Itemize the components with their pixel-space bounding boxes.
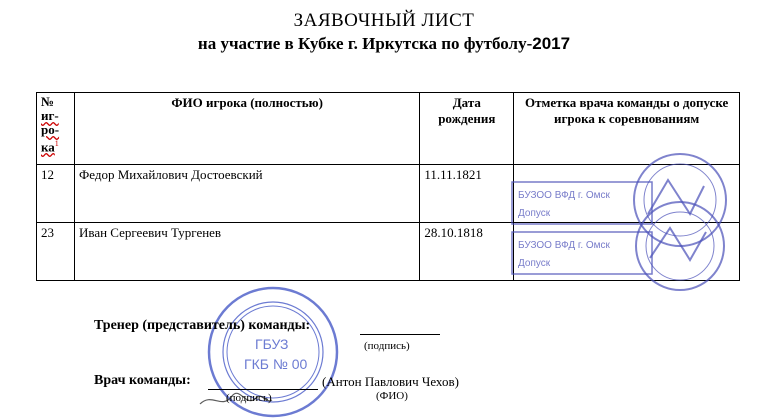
- row-birth: 28.10.1818: [420, 223, 514, 281]
- row-name: Федор Михайлович Достоевский: [74, 165, 419, 223]
- svg-text:ГКБ № 00: ГКБ № 00: [244, 356, 308, 372]
- document-title: ЗАЯВОЧНЫЙ ЛИСТ: [293, 10, 475, 31]
- doctor-fio-caption: (ФИО): [376, 390, 408, 402]
- subtitle-year: 2017: [532, 34, 571, 53]
- coach-signature-caption: (подпись): [364, 340, 410, 352]
- round-stamp: [209, 288, 337, 416]
- svg-text:Допуск: Допуск: [518, 258, 551, 269]
- coach-label: Тренер (представитель) команды:: [94, 318, 311, 333]
- footnote-marker: 1: [54, 139, 59, 148]
- header-birth: Дата рождения: [420, 93, 514, 165]
- doctor-name: (Антон Павлович Чехов): [322, 374, 459, 389]
- header-name: ФИО игрока (полностью): [74, 93, 419, 165]
- doctor-label: Врач команды:: [94, 373, 191, 388]
- svg-text:БУЗОО ВФД г. Омск: БУЗОО ВФД г. Омск: [518, 240, 610, 251]
- svg-text:ГБУЗ: ГБУЗ: [255, 336, 289, 352]
- row-number: 23: [37, 223, 75, 281]
- rect-stamp: [512, 182, 652, 224]
- signature-scribble: [200, 393, 272, 404]
- round-stamp: [634, 154, 726, 246]
- doctor-signature-caption: (подпись): [226, 392, 272, 404]
- row-number: 12: [37, 165, 75, 223]
- header-doctor: Отметка врача команды о допуске игрока к соревнованиям: [514, 93, 740, 165]
- svg-text:БУЗОО ВФД г. Омск: БУЗОО ВФД г. Омск: [518, 190, 610, 201]
- header-number: № иг- ро- $ка^1$: [37, 93, 75, 165]
- rect-stamp: [512, 232, 652, 274]
- row-birth: 11.11.1821: [420, 165, 514, 223]
- row-name: Иван Сергеевич Тургенев: [74, 223, 419, 281]
- svg-text:Допуск: Допуск: [518, 208, 551, 219]
- subtitle-text: на участие в Кубке г. Иркутска по футболу-: [197, 34, 533, 53]
